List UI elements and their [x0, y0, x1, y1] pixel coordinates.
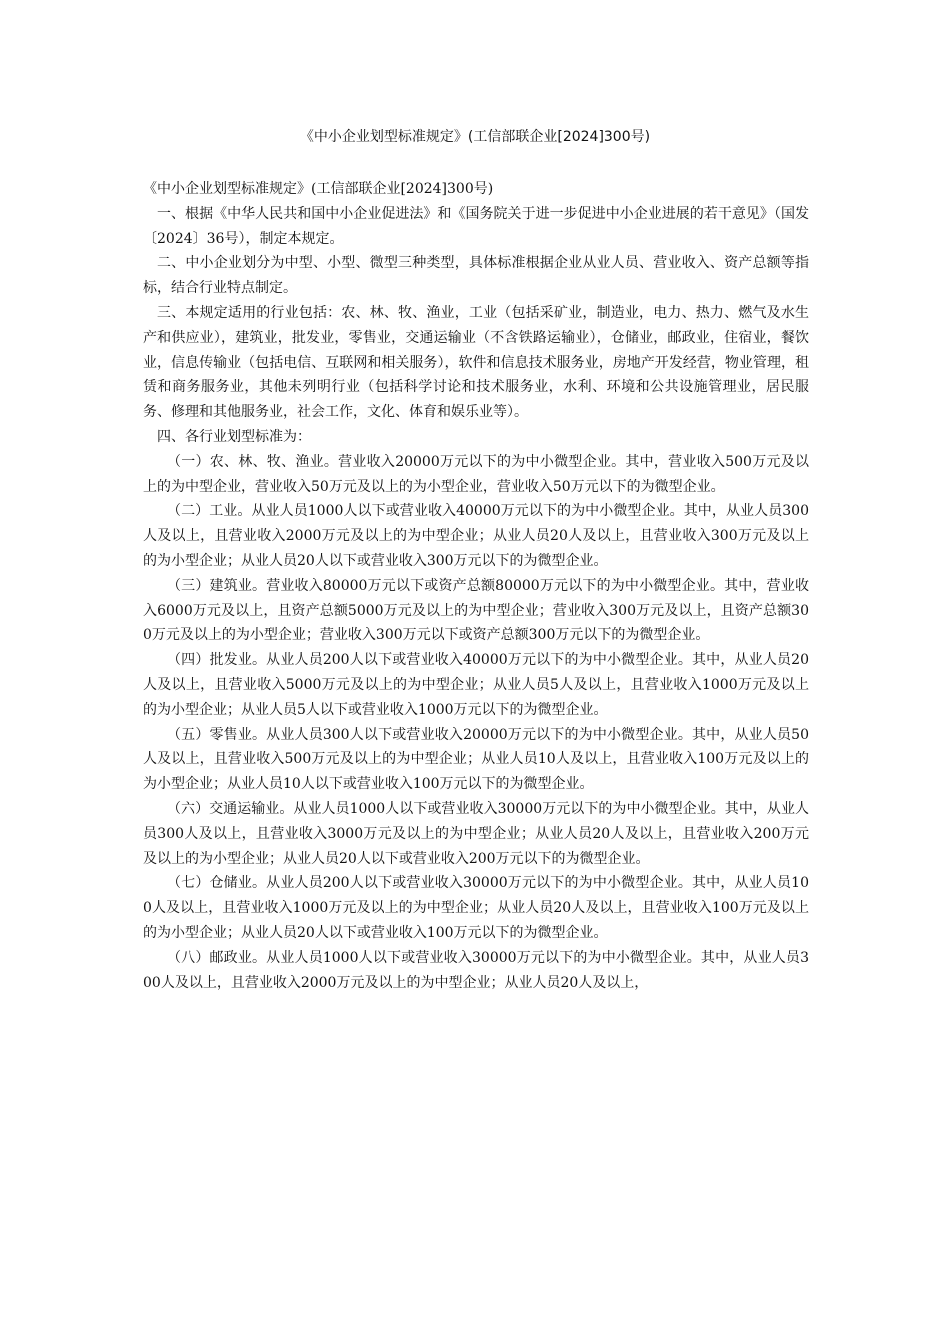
paragraph-article-1: 一、根据《中华人民共和国中小企业促进法》和《国务院关于进一步促进中小企业进展的若干意见》（国发〔2024〕36号），制定本规定。: [143, 205, 809, 247]
paragraph-item-1: （一）农、林、牧、渔业。营业收入20000万元以下的为中小微型企业。其中，营业收入500万元及以上的为中型企业，营业收入50万元及以上的为小型企业，营业收入50万元以下的为微型企业。: [143, 453, 809, 495]
paragraph-article-2: 二、中小企业划分为中型、小型、微型三种类型，具体标准根据企业从业人员、营业收入、资产总额等指标，结合行业特点制定。: [143, 255, 809, 297]
document-title: 《中小企业划型标准规定》(工信部联企业[2024]300号): [299, 129, 651, 145]
paragraph-item-3: （三）建筑业。营业收入80000万元以下或资产总额80000万元以下的为中小微型企业。其中，营业收入6000万元及以上，且资产总额5000万元及以上的为中型企业；营业收入300万元及以上，且资产总额300万元及以上的为小型企业；营业收入300万元以下或资产总额300万元以下的为微型企业。: [143, 577, 809, 644]
paragraph-item-2: （二）工业。从业人员1000人以下或营业收入40000万元以下的为中小微型企业。其中，从业人员300人及以上，且营业收入2000万元及以上的为中型企业；从业人员20人及以上，且营业收入300万元及以上的为小型企业；从业人员20人以下或营业收入300万元以下的为微型企业。: [143, 503, 809, 569]
paragraph-item-6: （六）交通运输业。从业人员1000人以下或营业收入30000万元以下的为中小微型企业。其中，从业人员300人及以上，且营业收入3000万元及以上的为中型企业；从业人员20人及以上，且营业收入200万元及以上的为小型企业；从业人员20人以下或营业收入200万元以下的为微型企业。: [143, 800, 809, 867]
paragraph-article-4: 四、各行业划型标准为：: [157, 428, 311, 445]
paragraph-item-8: （八）邮政业。从业人员1000人以下或营业收入30000万元以下的为中小微型企业。其中，从业人员300人及以上，且营业收入2000万元及以上的为中型企业；从业人员20人及以上，: [143, 949, 809, 991]
paragraph-article-3: 三、本规定适用的行业包括：农、林、牧、渔业，工业（包括采矿业，制造业，电力、热力、燃气及水生产和供应业），建筑业，批发业，零售业，交通运输业（不含铁路运输业），仓储业，邮政业，住宿业，餐饮业，信息传输业（包括电信、互联网和相关服务），软件和信息技术服务业，房地产开发经营，物业管理，租赁和商务服务业，其他未列明行业（包括科学讨论和技术服务业，水利、环境和公共设施管理业，居民服务、修理和其他服务业，社会工作，文化、体育和娱乐业等）。: [143, 304, 809, 421]
document-body: [143, 177, 809, 995]
paragraph-item-5: （五）零售业。从业人员300人以下或营业收入20000万元以下的为中小微型企业。其中，从业人员50人及以上，且营业收入500万元及以上的为中型企业；从业人员10人及以上，且营业收入100万元及以上的为小型企业；从业人员10人以下或营业收入100万元以下的为微型企业。: [143, 726, 809, 793]
paragraph-item-4: （四）批发业。从业人员200人以下或营业收入40000万元以下的为中小微型企业。其中，从业人员20人及以上，且营业收入5000万元及以上的为中型企业；从业人员5人及以上，且营业收入1000万元及以上的为小型企业；从业人员5人以下或营业收入1000万元以下的为微型企业。: [143, 652, 809, 718]
body-heading-paragraph: 《中小企业划型标准规定》(工信部联企业[2024]300号): [143, 181, 494, 197]
paragraph-item-7: （七）仓储业。从业人员200人以下或营业收入30000万元以下的为中小微型企业。其中，从业人员100人及以上，且营业收入1000万元及以上的为中型企业；从业人员20人及以上，且营业收入100万元及以上的为小型企业；从业人员20人以下或营业收入100万元以下的为微型企业。: [143, 875, 809, 941]
